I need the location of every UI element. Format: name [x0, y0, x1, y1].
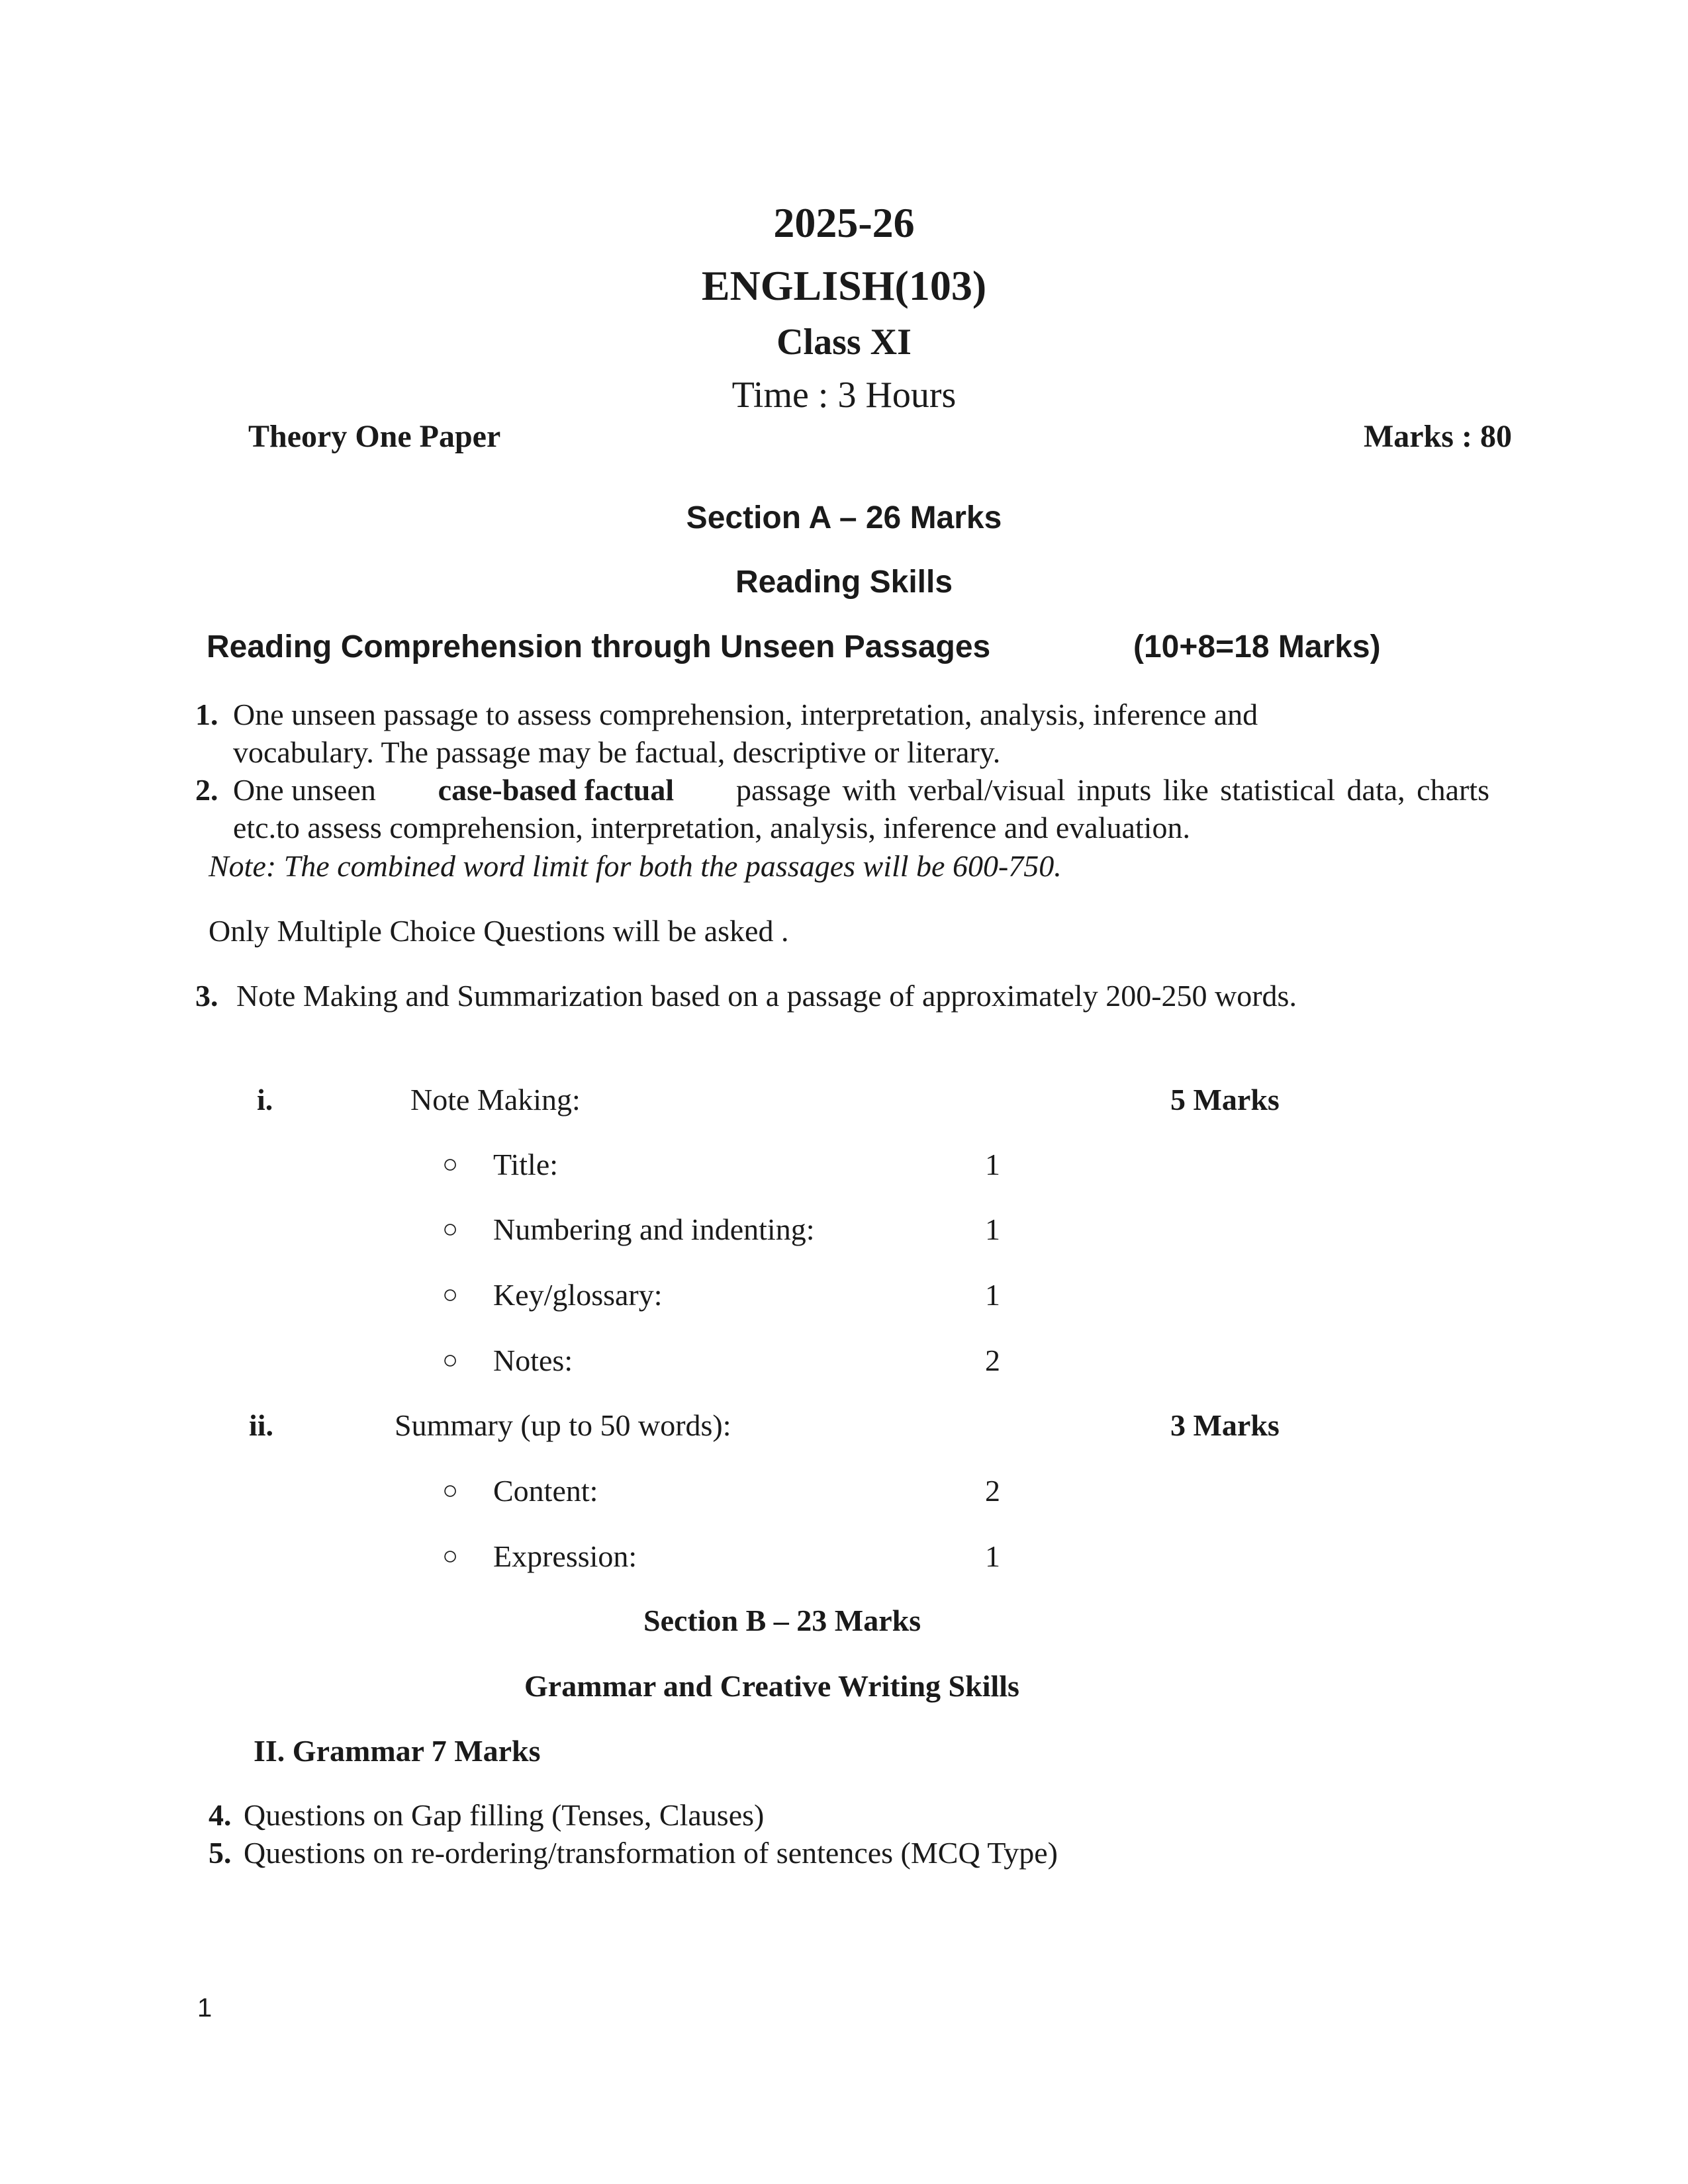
year: 2025-26: [773, 199, 915, 246]
note-item-numbering-label: Numbering and indenting:: [493, 1212, 815, 1246]
summary-roman: ii.: [249, 1408, 274, 1442]
note-item-title-label: Title:: [493, 1148, 559, 1181]
section-a-subtitle: Reading Skills: [735, 565, 953, 600]
item-1-line-2: vocabulary. The passage may be factual, descriptive or literary.: [233, 735, 1001, 769]
note-item-notes-label: Notes:: [493, 1343, 573, 1377]
summary-item-content-value: 2: [985, 1474, 1000, 1508]
page-number: 1: [197, 1993, 212, 2023]
rc-heading: Reading Comprehension through Unseen Passages: [207, 629, 991, 664]
section-b-subtitle: Grammar and Creative Writing Skills: [524, 1669, 1019, 1703]
theory-label: Theory One Paper: [248, 419, 501, 454]
bullet-icon: ○: [442, 1279, 459, 1309]
section-b-title: Section B – 23 Marks: [643, 1604, 921, 1637]
item-4-text: Questions on Gap filling (Tenses, Clauses): [244, 1798, 765, 1832]
note-item-key-value: 1: [985, 1278, 1000, 1312]
summary-item-expression-value: 1: [985, 1539, 1000, 1573]
item-2-line-2: etc.to assess comprehension, interpretation, analysis, inference and evaluation.: [233, 811, 1190, 844]
note-item-key-label: Key/glossary:: [493, 1278, 663, 1312]
item-5-text: Questions on re-ordering/transformation of sentences (MCQ Type): [244, 1836, 1058, 1870]
bullet-icon: ○: [442, 1475, 459, 1505]
bullet-icon: ○: [442, 1541, 459, 1570]
item-1-number: 1.: [195, 698, 218, 731]
note-making-roman: i.: [257, 1083, 273, 1116]
total-marks: Marks : 80: [1364, 419, 1512, 454]
item-1-line-1: One unseen passage to assess comprehension, interpretation, analysis, inference and: [233, 698, 1258, 731]
grammar-heading: II. Grammar 7 Marks: [254, 1734, 541, 1768]
rc-marks: (10+8=18 Marks): [1133, 629, 1381, 664]
time-label: Time : 3 Hours: [731, 375, 957, 416]
mcq-note: Only Multiple Choice Questions will be asked .: [209, 914, 789, 948]
item-3-number: 3.: [195, 979, 218, 1013]
item-2-number: 2.: [195, 773, 218, 807]
bullet-icon: ○: [442, 1345, 459, 1375]
class-label: Class XI: [776, 322, 912, 363]
summary-item-expression-label: Expression:: [493, 1539, 637, 1573]
bullet-icon: ○: [442, 1214, 459, 1244]
bullet-icon: ○: [442, 1149, 459, 1179]
item-4-number: 4.: [209, 1798, 232, 1832]
note-making-marks: 5 Marks: [1170, 1083, 1280, 1116]
note-item-notes-value: 2: [985, 1343, 1000, 1377]
item-5-number: 5.: [209, 1836, 232, 1870]
item-2-line-1: [233, 771, 1489, 809]
summary-item-content-label: Content:: [493, 1474, 598, 1508]
note-item-title-value: 1: [985, 1148, 1000, 1181]
subject-title: ENGLISH(103): [701, 262, 987, 309]
summary-label: Summary (up to 50 words):: [395, 1408, 731, 1442]
note-making-label: Note Making:: [410, 1083, 581, 1116]
note-item-numbering-value: 1: [985, 1212, 1000, 1246]
item-2-pre: One unseen: [233, 773, 376, 807]
item-2-bold: case-based factual: [438, 773, 675, 807]
item-2-post: passage with verbal/visual inputs like statistical data, charts: [735, 773, 1489, 807]
item-3-text: Note Making and Summarization based on a passage of approximately 200-250 words.: [236, 979, 1297, 1013]
summary-marks: 3 Marks: [1170, 1408, 1280, 1442]
section-a-title: Section A – 26 Marks: [686, 500, 1002, 535]
note-text: Note: The combined word limit for both the passages will be 600-750.: [209, 849, 1062, 883]
